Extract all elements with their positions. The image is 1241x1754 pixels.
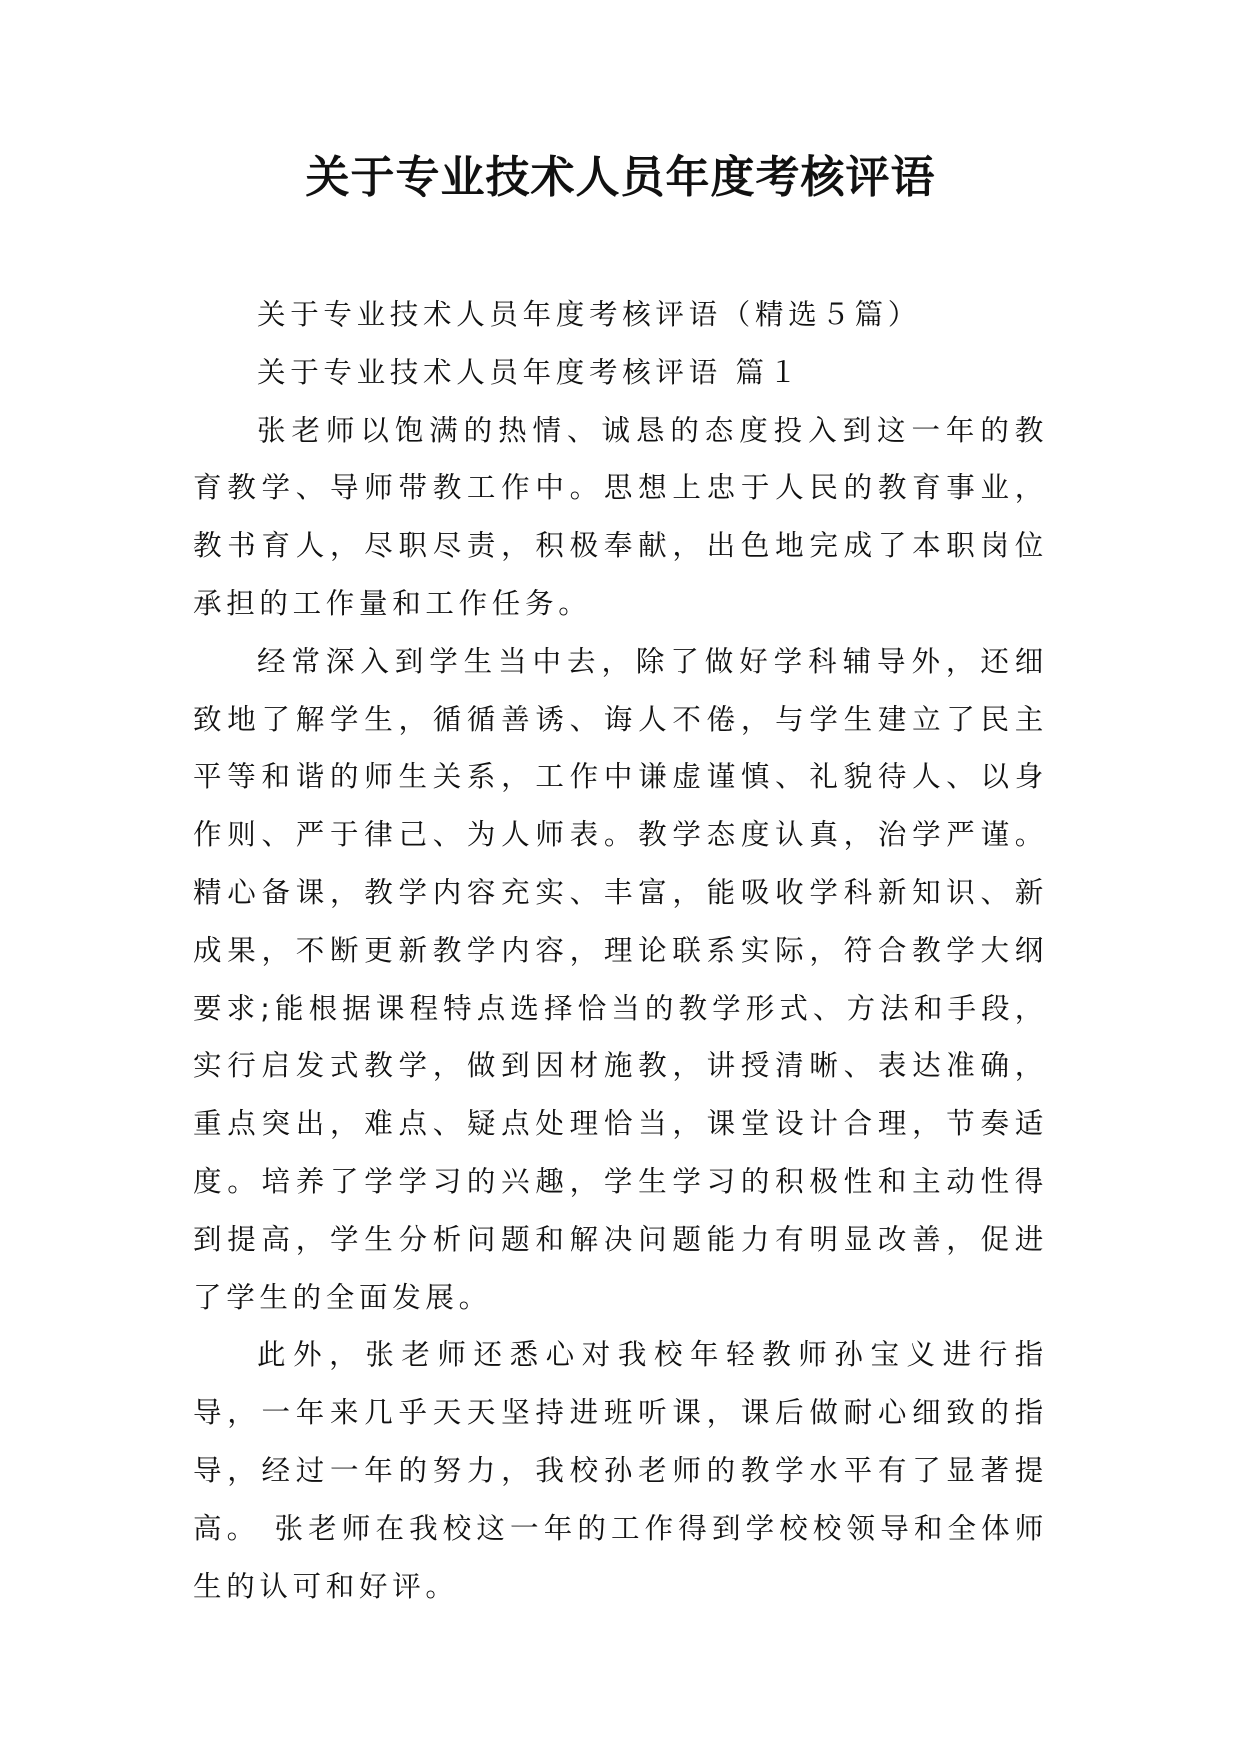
document-title: 关于专业技术人员年度考核评语	[305, 152, 936, 203]
paragraph: 经常深入到学生当中去，除了做好学科辅导外，还细致地了解学生，循循善诱、诲人不倦，与学生建立了民主平等和谐的师生关系，工作中谦虚谨慎、礼貌待人、以身作则、严于律己、为人师表。教学态度认真，治学严谨。精心备课，教学内容充实、丰富，能吸收学科新知识、新成果，不断更新教学内容，理论联系实际，符合教学大纲要求;能根据课程特点选择恰当的教学形式、方法和手段，实行启发式教学，做到因材施教，讲授清晰、表达准确，重点突出，难点、疑点处理恰当，课堂设计合理，节奏适度。培养了学学习的兴趣，学生学习的积极性和主动性得到提高，学生分析问题和解决问题能力有明显改善，促进了学生的全面发展。	[193, 644, 1048, 1314]
document-body	[193, 286, 1048, 1615]
document-subtitle: 关于专业技术人员年度考核评语（精选５篇）	[257, 298, 922, 331]
paragraph: 张老师以饱满的热情、诚恳的态度投入到这一年的教育教学、导师带教工作中。思想上忠于人民的教育事业，教书育人，尽职尽责，积极奉献，出色地完成了本职岗位承担的工作量和工作任务。	[193, 413, 1048, 620]
paragraph: 此外，张老师还悉心对我校年轻教师孙宝义进行指导，一年来几乎天天坚持进班听课，课后做耐心细致的指导，经过一年的努力，我校孙老师的教学水平有了显著提高。 张老师在我校这一年的工作得到学校校领导和全体师生的认可和好评。	[193, 1338, 1048, 1603]
section-heading: 关于专业技术人员年度考核评语 篇１	[257, 355, 802, 389]
